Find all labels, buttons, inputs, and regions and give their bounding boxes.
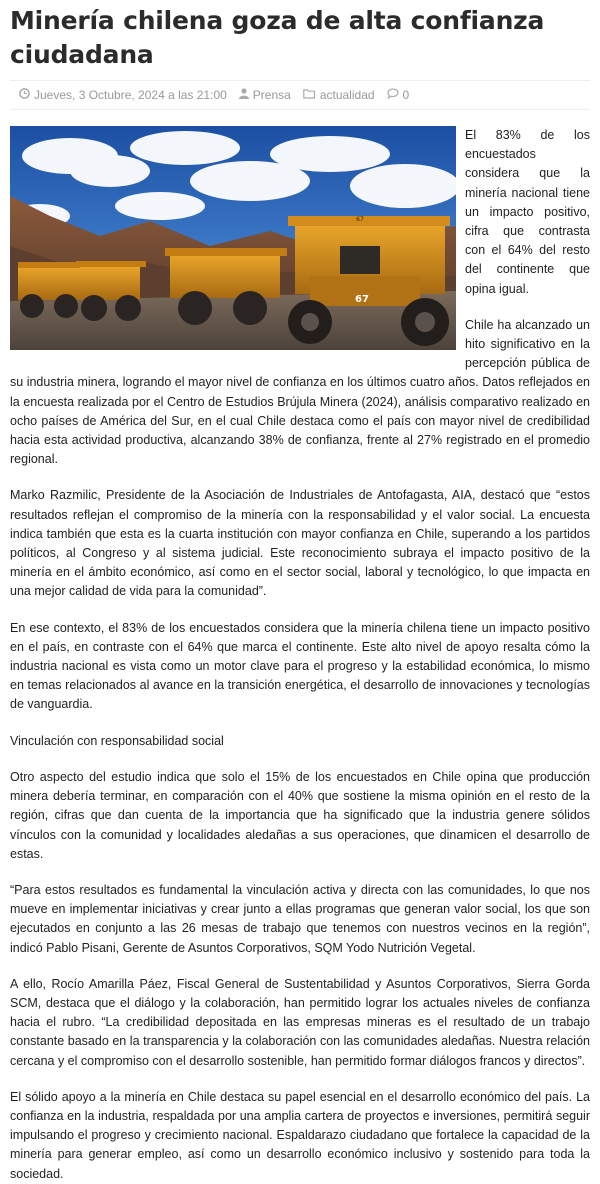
mining-trucks-photo: [10, 126, 456, 350]
paragraph-6: “Para estos resultados es fundamental la vinculación activa y directa con las comunidades, lo que nos mueve en implementar iniciativas y crear junto a ellas programas que generan valor social, los que son ejecutados en conjunto a las 26 mesas de trabajo que tenemos con nuestros vecinos en la región”, indicó Pablo Pisani, Gerente de Asuntos Corporativos, SQM Yodo Nutrición Vegetal.: [10, 882, 590, 955]
user-icon: [239, 88, 249, 102]
comment-icon: [387, 88, 399, 102]
paragraph-3: Marko Razmilic, Presidente de la Asociación de Industriales de Antofagasta, AIA, destacó que “estos resultados reflejan el compromiso de la minería con la responsabilidad y el valor social. La encuesta indica también que esta es la cuarta institución con mayor confianza en Chile, superando a los partidos políticos, al Congreso y al sistema judicial. Este reconocimiento subraya el impacto positivo de la minería en el ámbito económico, así como en el sector social, laboral y tecnológico, lo que impacta en una mejor calidad de vida para la comunidad”.: [10, 488, 590, 599]
meta-comments-link[interactable]: 0: [402, 88, 410, 102]
paragraph-8: El sólido apoyo a la minería en Chile destaca su papel esencial en el desarrollo económico del país. La confianza en la industria, respaldada por una amplia cartera de proyectos e inversiones, permitirá seguir impulsando el progreso y crecimiento nacional. Espaldarazo ciudadano que fortalece la capacidad de la minería para generar empleo, así como un desarrollo económico inclusivo y sostenido para toda la sociedad.: [10, 1089, 590, 1181]
article-content: [10, 126, 590, 1184]
folder-icon: [303, 88, 316, 102]
meta-date-text: Jueves, 3 Octubre, 2024 a las 21:00: [34, 88, 227, 102]
truck-number-label-2: 67: [356, 216, 364, 223]
clock-icon: [19, 88, 30, 102]
paragraph-2: Chile ha alcanzado un hito significativo en la percepción pública de su industria minera, logrando el mayor nivel de confianza en los últimos cuatro años. Datos reflejados en la encuesta realizada por el Centro de Estudios Brújula Minera (2024), análisis comparativo realizado en ocho países de América del Sur, en el cual Chile destaca como el país con mayor nivel de credibilidad hacia esta actividad productiva, alcanzando 38% de confianza, frente al 27% registrado en el promedio regional.: [10, 317, 590, 467]
meta-author[interactable]: [239, 88, 291, 102]
article-meta: [10, 80, 590, 110]
paragraph-4: En ese contexto, el 83% de los encuestados considera que la minería chilena tiene un impacto positivo en el país, en contraste con el 64% que marca el continente. Este alto nivel de apoyo resalta cómo la industria nacional es vista como un motor clave para el progreso y la estabilidad económica, lo mismo en temas relacionados al avance en la transición energética, el desarrollo de innovaciones y tecnologías de vanguardia.: [10, 620, 590, 712]
meta-date: [19, 88, 227, 102]
article-title: Minería chilena goza de alta confianza ciudadana: [10, 6, 545, 69]
paragraph-5: Otro aspecto del estudio indica que solo el 15% de los encuestados en Chile opina que producción minera debería terminar, en comparación con el 40% que sostiene la misma opinión en el resto de la región, cifras que dan cuenta de la importancia que ha significado que la industria genere sólidos vínculos con la comunidad y localidades aledañas a sus operaciones, que dinamicen el desarrollo de estas.: [10, 769, 590, 861]
meta-category[interactable]: [303, 88, 375, 102]
meta-author-link[interactable]: Prensa: [252, 88, 291, 102]
paragraph-7: A ello, Rocío Amarilla Páez, Fiscal General de Sustentabilidad y Asuntos Corporativos, Sierra Gorda SCM, destaca que el diálogo y la colaboración, han permitido lograr los actuales niveles de confianza hacia el rubro. “La credibilidad depositada en las empresas mineras es el resultado de un trabajo constante basado en la transparencia y la colaboración con las comunidades aledañas. Nuestra relación cercana y el compromiso con el desarrollo sostenible, han permitido formar diálogos francos y directos”.: [10, 976, 590, 1068]
meta-category-link[interactable]: actualidad: [319, 88, 375, 102]
section-subheading: Vinculación con responsabilidad social: [10, 733, 224, 748]
truck-number-label: 67: [355, 294, 369, 305]
article-image: [10, 126, 456, 350]
paragraph-1: El 83% de los encuestados considera que la minería nacional tiene un impacto positivo, cifra que contrasta con el 64% del resto del continente que opina igual.: [465, 128, 590, 296]
meta-comments[interactable]: [387, 88, 410, 102]
